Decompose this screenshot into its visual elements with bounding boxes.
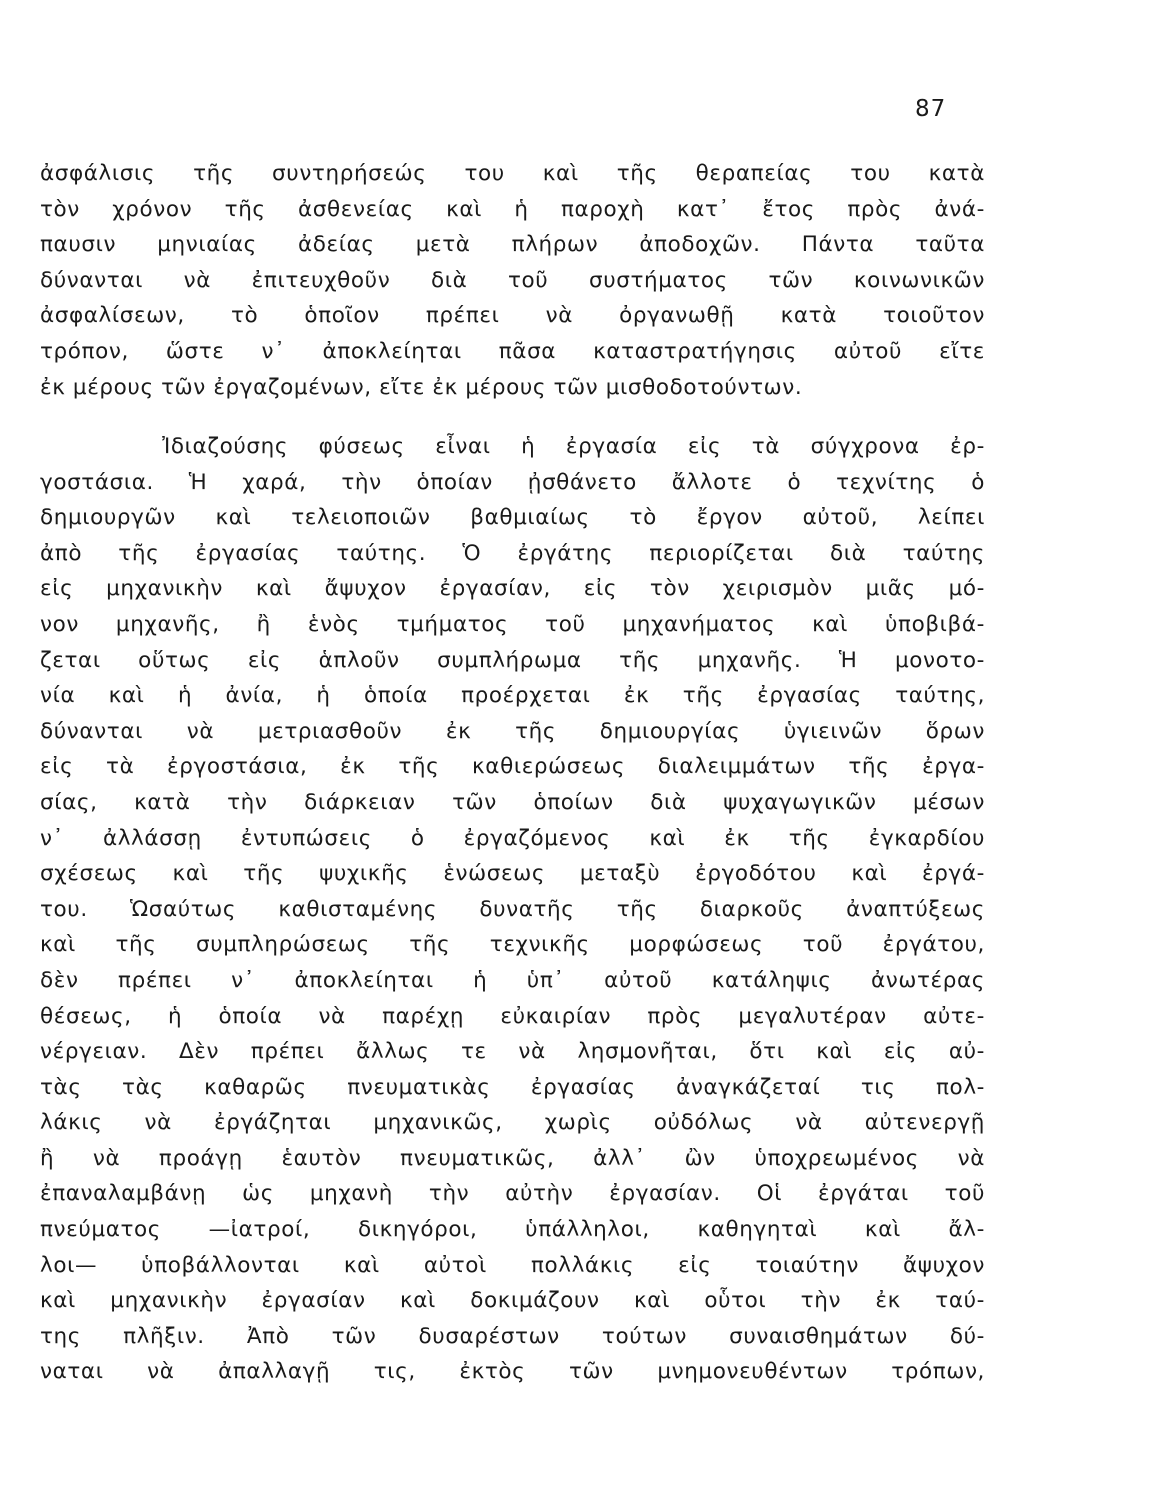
text-line: σχέσεως καὶ τῆς ψυχικῆς ἑνώσεως μεταξὺ ἐργοδότου καὶ ἐργά-: [40, 861, 985, 887]
text-line: σίας, κατὰ τὴν διάρκειαν τῶν ὁποίων διὰ ψυχαγωγικῶν μέσων: [40, 789, 985, 815]
text-line: ἐκ μέρους τῶν ἐργαζομένων, εἴτε ἐκ μέρους τῶν μισθοδοτούντων.: [40, 374, 803, 400]
text-line: ἀσφαλίσεων, τὸ ὁποῖον πρέπει νὰ ὀργανωθῇ κατὰ τοιοῦτον: [40, 303, 985, 329]
text-line: τὸν χρόνον τῆς ἀσθενείας καὶ ἡ παροχὴ κατ᾽ ἔτος πρὸς ἀνά-: [40, 196, 985, 222]
text-line: ἀπὸ τῆς ἐργασίας ταύτης. Ὁ ἐργάτης περιορίζεται διὰ ταύτης: [40, 540, 985, 566]
text-line: δύνανται νὰ ἐπιτευχθοῦν διὰ τοῦ συστήματος τῶν κοινωνικῶν: [40, 267, 985, 293]
text-line: καὶ μηχανικὴν ἐργασίαν καὶ δοκιμάζουν καὶ οὗτοι τὴν ἐκ ταύ-: [40, 1288, 985, 1314]
text-line: δύνανται νὰ μετριασθοῦν ἐκ τῆς δημιουργίας ὑγιεινῶν ὅρων: [40, 718, 985, 744]
text-line: εἰς τὰ ἐργοστάσια, ἐκ τῆς καθιερώσεως διαλειμμάτων τῆς ἐργα-: [40, 754, 985, 780]
text-line: Ἰδιαζούσης φύσεως εἶναι ἡ ἐργασία εἰς τὰ σύγχρονα ἐρ-: [40, 434, 985, 459]
text-line: ἐπαναλαμβάνῃ ὡς μηχανὴ τὴν αὐτὴν ἐργασίαν. Οἱ ἐργάται τοῦ: [40, 1181, 985, 1207]
text-line: ἀσφάλισις τῆς συντηρήσεώς του καὶ τῆς θεραπείας του κατὰ: [40, 161, 985, 186]
paragraph-2: [40, 429, 985, 1390]
text-line: ναται νὰ ἀπαλλαγῇ τις, ἐκτὸς τῶν μνημονευθέντων τρόπων,: [40, 1359, 985, 1385]
text-line: πνεύματος —ἰατροί, δικηγόροι, ὑπάλληλοι, καθηγηταὶ καὶ ἄλ-: [40, 1217, 985, 1243]
text-line: τὰς τὰς καθαρῶς πνευματικὰς ἐργασίας ἀναγκάζεταί τις πολ-: [40, 1074, 985, 1100]
text-line: νον μηχανῆς, ἢ ἑνὸς τμήματος τοῦ μηχανήματος καὶ ὑποβιβά-: [40, 611, 985, 637]
text-line: της πλῆξιν. Ἀπὸ τῶν δυσαρέστων τούτων συναισθημάτων δύ-: [40, 1323, 985, 1349]
text-line: καὶ τῆς συμπληρώσεως τῆς τεχνικῆς μορφώσεως τοῦ ἐργάτου,: [40, 932, 985, 958]
text-line: δημιουργῶν καὶ τελειοποιῶν βαθμιαίως τὸ ἔργον αὐτοῦ, λείπει: [40, 505, 985, 531]
text-line: εἰς μηχανικὴν καὶ ἄψυχον ἐργασίαν, εἰς τὸν χειρισμὸν μιᾶς μό-: [40, 576, 985, 602]
page-number: 87: [915, 96, 947, 122]
text-line: του. Ὡσαύτως καθισταμένης δυνατῆς τῆς διαρκοῦς ἀναπτύξεως: [40, 896, 985, 922]
text-line: παυσιν μηνιαίας ἀδείας μετὰ πλήρων ἀποδοχῶν. Πάντα ταῦτα: [40, 232, 985, 258]
text-line: δὲν πρέπει ν᾽ ἀποκλείηται ἡ ὑπ᾽ αὐτοῦ κατάληψις ἀνωτέρας: [40, 967, 985, 993]
text-line: ἢ νὰ προάγῃ ἑαυτὸν πνευματικῶς, ἀλλ᾽ ὢν ὑποχρεωμένος νὰ: [40, 1145, 985, 1171]
text-line: γοστάσια. Ἡ χαρά, τὴν ὁποίαν ᾐσθάνετο ἄλλοτε ὁ τεχνίτης ὁ: [40, 469, 985, 495]
text-line: ζεται οὕτως εἰς ἁπλοῦν συμπλήρωμα τῆς μηχανῆς. Ἡ μονοτο-: [40, 647, 985, 673]
text-line: λοι— ὑποβάλλονται καὶ αὐτοὶ πολλάκις εἰς τοιαύτην ἄψυχον: [40, 1252, 985, 1278]
text-line: θέσεως, ἡ ὁποία νὰ παρέχῃ εὐκαιρίαν πρὸς μεγαλυτέραν αὐτε-: [40, 1003, 985, 1029]
text-line: λάκις νὰ ἐργάζηται μηχανικῶς, χωρὶς οὐδόλως νὰ αὐτενεργῇ: [40, 1110, 985, 1136]
text-line: νέργειαν. Δὲν πρέπει ἄλλως τε νὰ λησμονῆται, ὅτι καὶ εἰς αὐ-: [40, 1039, 985, 1065]
text-line: νία καὶ ἡ ἀνία, ἡ ὁποία προέρχεται ἐκ τῆς ἐργασίας ταύτης,: [40, 683, 985, 709]
text-line: τρόπον, ὥστε ν᾽ ἀποκλείηται πᾶσα καταστρατήγησις αὐτοῦ εἴτε: [40, 338, 985, 364]
text-line: ν᾽ ἀλλάσσῃ ἐντυπώσεις ὁ ἐργαζόμενος καὶ ἐκ τῆς ἐγκαρδίου: [40, 825, 985, 851]
paragraph-1: [40, 156, 985, 405]
